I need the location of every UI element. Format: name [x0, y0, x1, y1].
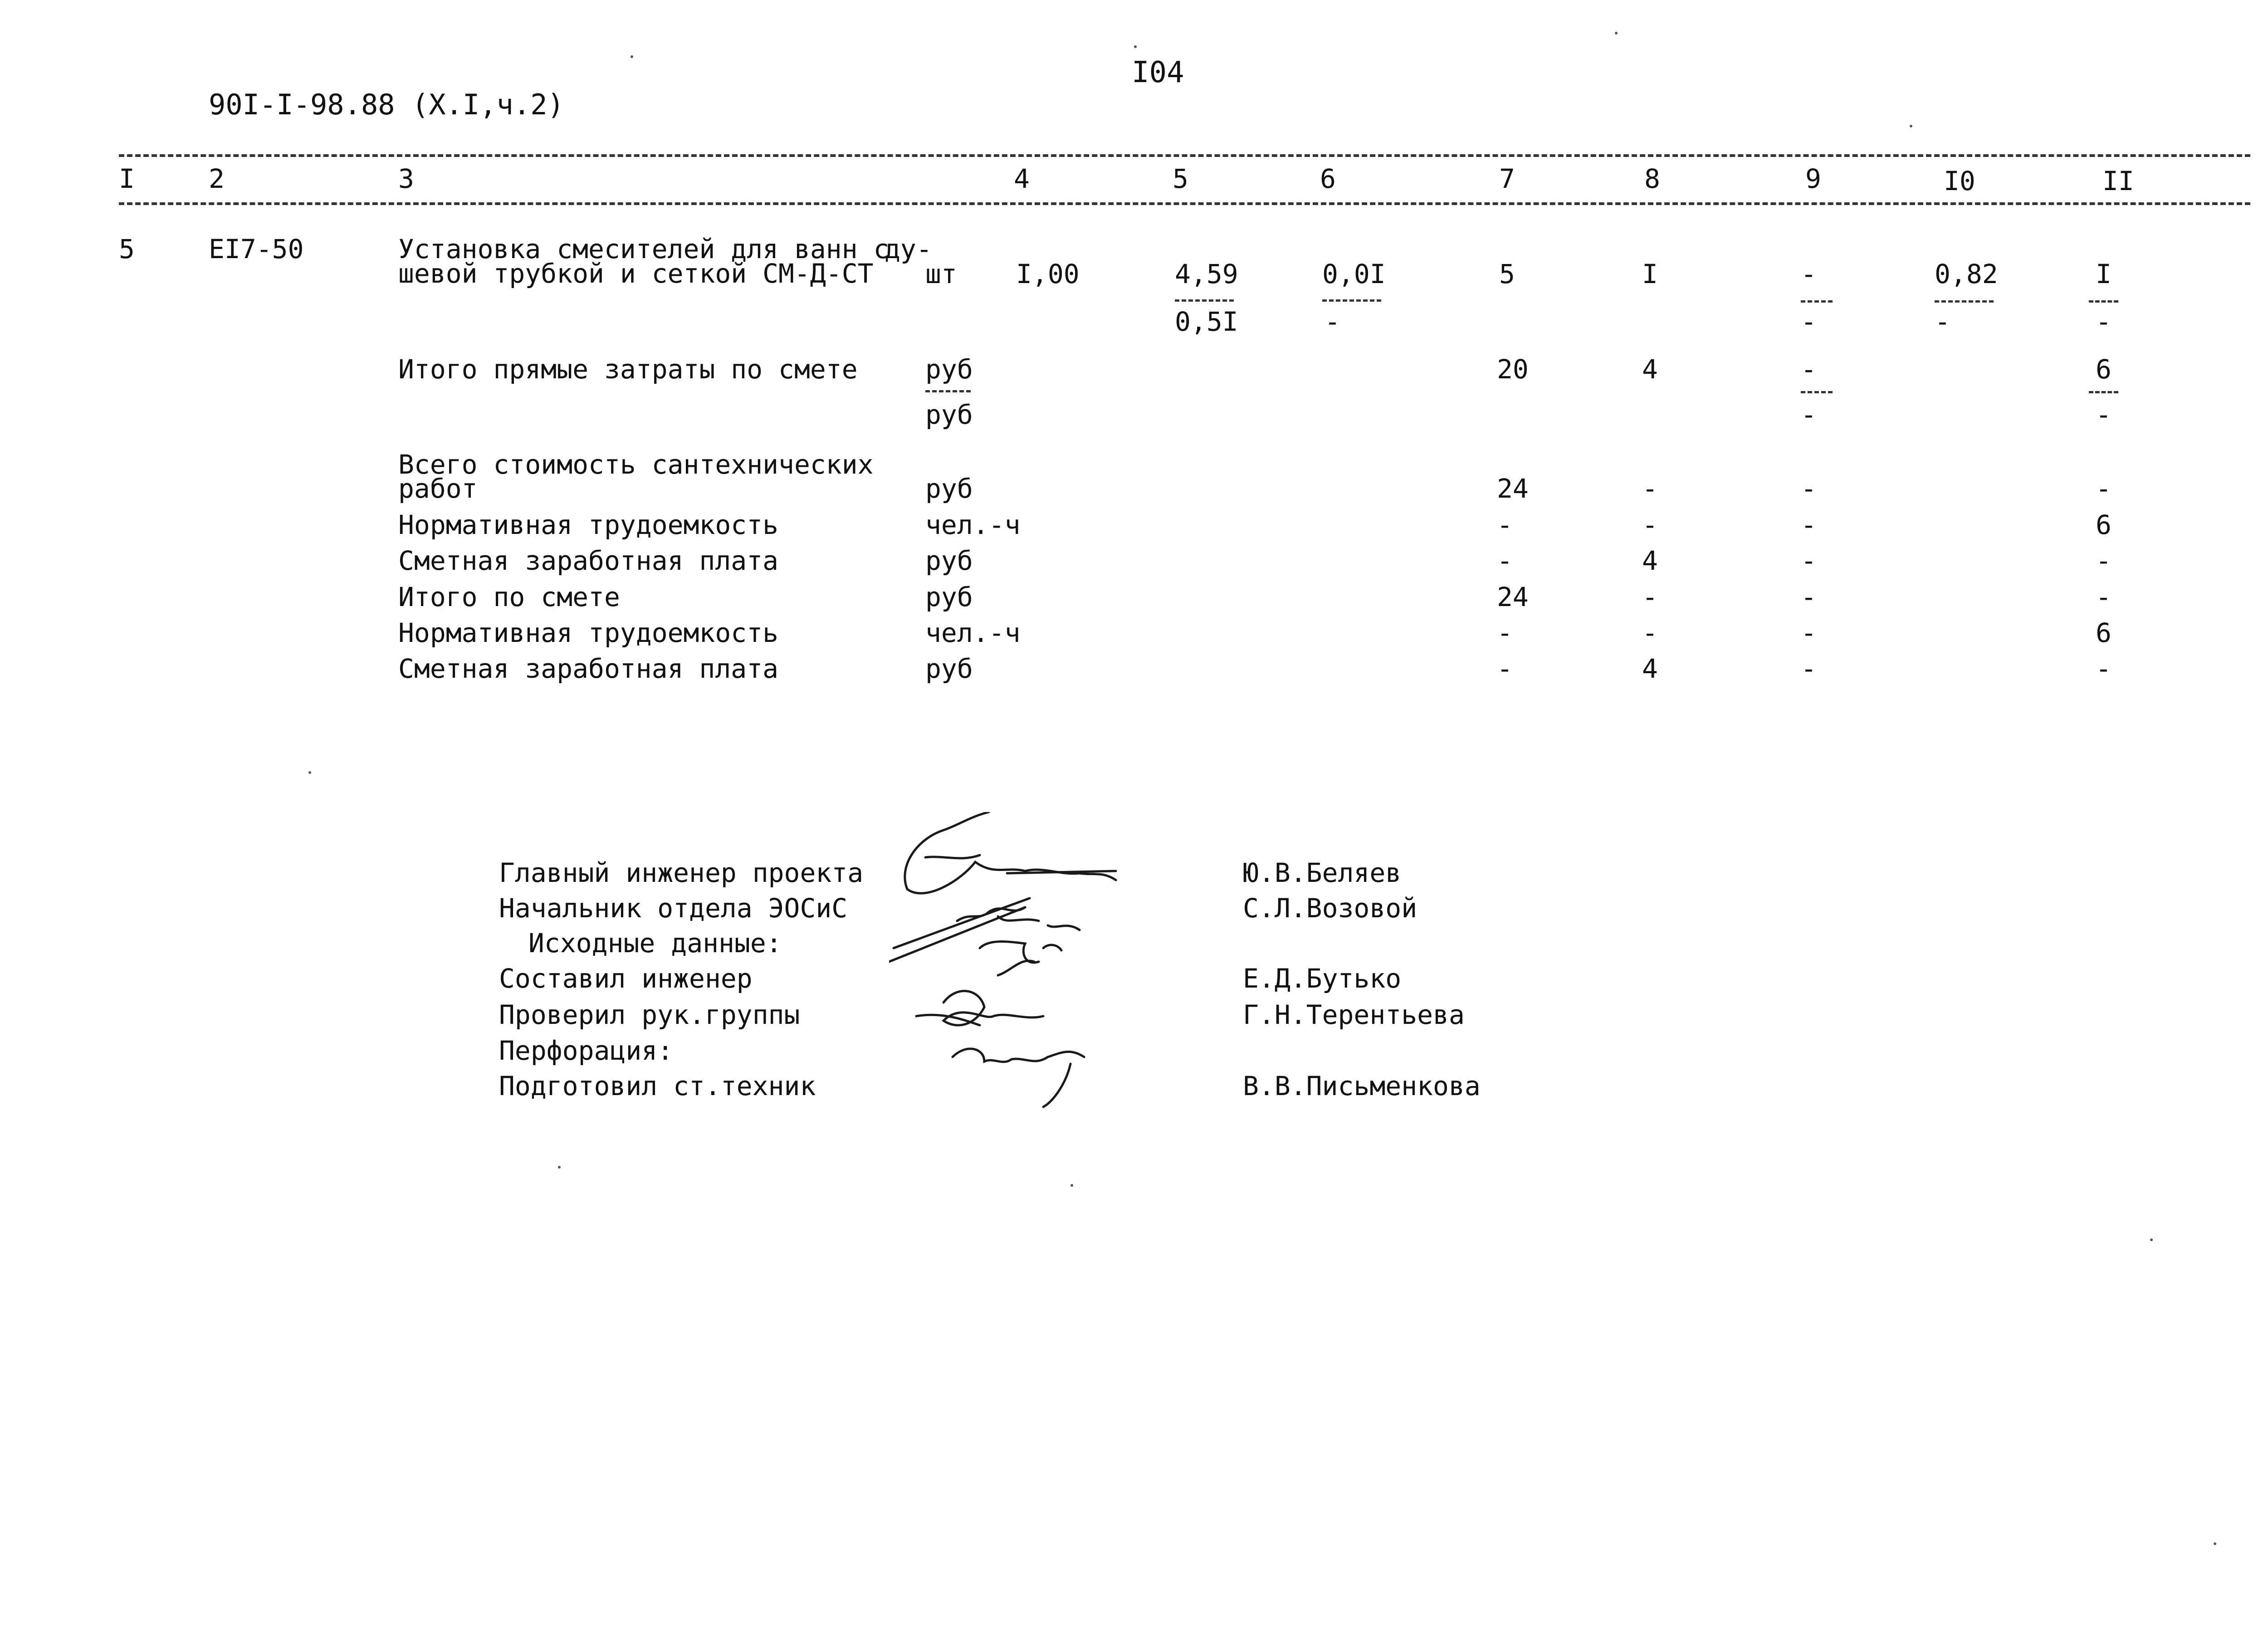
signature-role: Главный инженер проекта	[499, 857, 864, 888]
summary-c11: -	[2096, 473, 2112, 504]
col-header-11: II	[2102, 166, 2134, 196]
document-code: 90I-I-98.88 (X.I,ч.2)	[209, 88, 564, 121]
summary-label: Итого по смете	[398, 582, 620, 612]
row-name-tail: ду-	[885, 234, 932, 264]
summary-c11: -	[2096, 582, 2112, 612]
row-c6-top: 0,0I	[1322, 259, 1386, 289]
row-c6-bottom: -	[1325, 306, 1340, 337]
row-name-line1: Установка смесителей для ванн с	[398, 234, 890, 264]
scan-speck	[2214, 1542, 2216, 1545]
summary-label-cont: работ	[398, 473, 478, 504]
col-header-3: 3	[398, 163, 414, 194]
direct-c11-top: 6	[2096, 354, 2112, 385]
signature-name: Ю.В.Беляев	[1243, 857, 1402, 888]
summary-unit: руб	[925, 545, 973, 576]
signature-role: Перфорация:	[499, 1035, 674, 1066]
summary-c7: 24	[1497, 473, 1529, 504]
scan-speck	[308, 771, 311, 774]
summary-c8: 4	[1642, 545, 1658, 576]
signature-role: Подготовил ст.техник	[499, 1071, 816, 1101]
handwritten-signatures	[889, 812, 1179, 1111]
summary-c8: -	[1642, 617, 1658, 648]
summary-c7: 24	[1497, 582, 1529, 612]
signature-role: Проверил рук.группы	[499, 999, 800, 1030]
fraction-divider	[2089, 391, 2118, 393]
scan-speck	[631, 55, 633, 58]
summary-unit: руб	[925, 653, 973, 684]
row-c11-bottom: -	[2096, 306, 2112, 337]
scan-speck	[2150, 1238, 2153, 1241]
signature-name: Е.Д.Бутько	[1243, 963, 1402, 994]
fraction-divider	[1801, 300, 1833, 303]
scan-speck	[1615, 32, 1618, 34]
summary-label: Нормативная трудоемкость	[398, 509, 779, 540]
summary-c11: 6	[2096, 509, 2112, 540]
summary-c11: -	[2096, 653, 2112, 684]
direct-unit-top: руб	[925, 354, 973, 385]
signature-name: В.В.Письменкова	[1243, 1071, 1481, 1101]
summary-c7: -	[1497, 653, 1513, 684]
row-c10-top: 0,82	[1935, 259, 1998, 289]
summary-unit: чел.-ч	[925, 617, 1021, 648]
scan-speck	[1910, 125, 1912, 127]
signature-role: Начальник отдела ЭОСиС	[499, 893, 848, 924]
summary-c9: -	[1801, 653, 1817, 684]
direct-costs-label: Итого прямые затраты по смете	[398, 354, 858, 385]
fraction-divider	[1175, 299, 1234, 302]
scan-speck	[1070, 1184, 1073, 1187]
summary-label: Сметная заработная плата	[398, 653, 779, 684]
direct-c11-bottom: -	[2096, 399, 2112, 430]
summary-label: Всего стоимость сантехнических	[398, 449, 874, 480]
summary-c9: -	[1801, 617, 1817, 648]
col-header-1: I	[119, 163, 135, 194]
summary-c8: -	[1642, 582, 1658, 612]
summary-c11: -	[2096, 545, 2112, 576]
col-header-2: 2	[209, 163, 225, 194]
row-qty: I,00	[1016, 259, 1080, 289]
col-header-4: 4	[1014, 163, 1030, 194]
summary-unit: чел.-ч	[925, 509, 1021, 540]
summary-c9: -	[1801, 582, 1817, 612]
col-header-9: 9	[1805, 163, 1821, 194]
fraction-divider	[925, 390, 971, 392]
summary-c7: -	[1497, 617, 1513, 648]
summary-c9: -	[1801, 545, 1817, 576]
summary-c11: 6	[2096, 617, 2112, 648]
summary-unit: руб	[925, 582, 973, 612]
col-header-10: I0	[1944, 166, 1975, 196]
summary-c8: -	[1642, 509, 1658, 540]
scan-speck	[1134, 45, 1137, 48]
row-code: EI7-50	[209, 234, 304, 264]
fraction-divider	[2089, 300, 2118, 303]
row-c7: 5	[1499, 259, 1515, 289]
col-header-8: 8	[1644, 163, 1660, 194]
signature-name: С.Л.Возовой	[1243, 893, 1418, 924]
col-header-6: 6	[1320, 163, 1336, 194]
signature-name: Г.Н.Терентьева	[1243, 999, 1465, 1030]
summary-c7: -	[1497, 545, 1513, 576]
col-header-5: 5	[1173, 163, 1188, 194]
summary-c8: 4	[1642, 653, 1658, 684]
row-c9-top: -	[1801, 259, 1817, 289]
row-name-line2: шевой трубкой и сеткой СМ-Д-СТ	[398, 258, 874, 289]
fraction-divider	[1322, 299, 1381, 302]
summary-c9: -	[1801, 509, 1817, 540]
row-c9-bottom: -	[1801, 306, 1817, 337]
row-unit: шт	[925, 259, 957, 289]
direct-unit-bottom: руб	[925, 399, 973, 430]
fraction-divider	[1935, 300, 1994, 303]
signature-role: Составил инженер	[499, 963, 753, 994]
col-header-7: 7	[1499, 163, 1515, 194]
direct-c7: 20	[1497, 354, 1529, 385]
row-number: 5	[119, 234, 135, 264]
summary-c7: -	[1497, 509, 1513, 540]
page-number: I04	[1132, 56, 1184, 89]
summary-c8: -	[1642, 473, 1658, 504]
signature-role: Исходные данные:	[528, 928, 782, 959]
direct-c9-bottom: -	[1801, 399, 1817, 430]
row-c5-bottom: 0,5I	[1175, 306, 1238, 337]
direct-c8: 4	[1642, 354, 1658, 385]
scan-speck	[558, 1166, 561, 1169]
summary-c9: -	[1801, 473, 1817, 504]
row-c10-bottom: -	[1935, 306, 1950, 337]
header-rule-bottom	[119, 202, 2250, 205]
summary-label: Нормативная трудоемкость	[398, 617, 779, 648]
fraction-divider	[1801, 391, 1833, 393]
row-c11-top: I	[2096, 259, 2112, 289]
direct-c9-top: -	[1801, 354, 1817, 385]
summary-label: Сметная заработная плата	[398, 545, 779, 576]
header-rule-top	[119, 154, 2250, 157]
summary-unit: руб	[925, 473, 973, 504]
row-c8: I	[1642, 259, 1658, 289]
row-c5-top: 4,59	[1175, 259, 1238, 289]
